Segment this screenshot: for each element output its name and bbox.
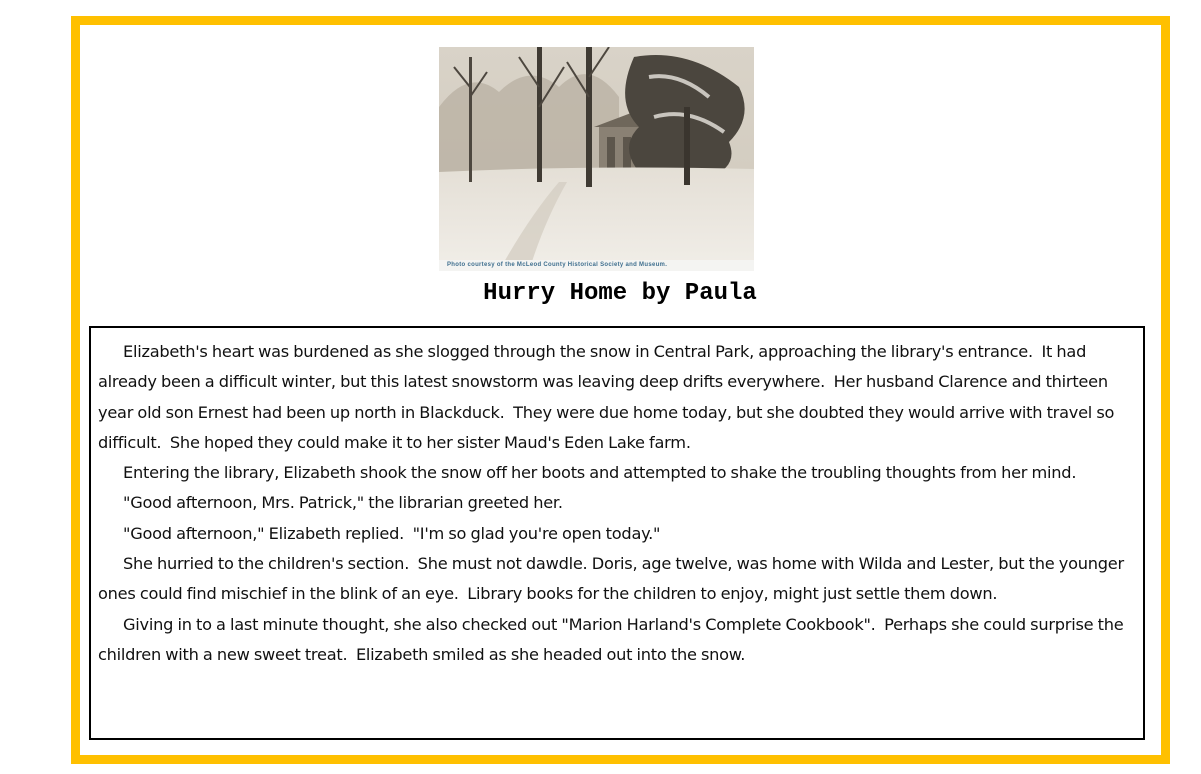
- snow-scene-illustration: [439, 47, 754, 271]
- story-text-box: [89, 326, 1145, 740]
- story-paragraph: Elizabeth's heart was burdened as she slogged through the snow in Central Park, approaching the library's entrance. It had already been a difficult winter, but this latest snowstorm was leaving deep drifts everywhere. Her husband Clarence and thirteen year old son Ernest had been up north in Blackduck. They were due home today, but she doubted they would arrive with travel so difficult. She hoped they could make it to her sister Maud's Eden Lake farm.: [98, 342, 1119, 452]
- photo-credit-caption: Photo courtesy of the McLeod County Historical Society and Museum.: [439, 260, 754, 271]
- story-title: Hurry Home by Paula: [483, 280, 757, 307]
- story-paragraph: Giving in to a last minute thought, she also checked out "Marion Harland's Complete Cookbook". Perhaps she could surprise the children with a new sweet treat. Elizabeth smiled as she headed out into the snow.: [98, 614, 1128, 664]
- story-paragraph: "Good afternoon," Elizabeth replied. "I'm so glad you're open today.": [123, 523, 661, 543]
- story-paragraph: Entering the library, Elizabeth shook the snow off her boots and attempted to shake the troubling thoughts from her mind.: [123, 463, 1077, 483]
- story-paragraph: She hurried to the children's section. She must not dawdle. Doris, age twelve, was home with Wilda and Lester, but the younger ones could find mischief in the blink of an eye. Library books for the children to enjoy, might just settle them down.: [98, 554, 1129, 604]
- story-paragraph: "Good afternoon, Mrs. Patrick," the librarian greeted her.: [123, 493, 563, 513]
- central-park-library-snow-photo: [439, 47, 754, 271]
